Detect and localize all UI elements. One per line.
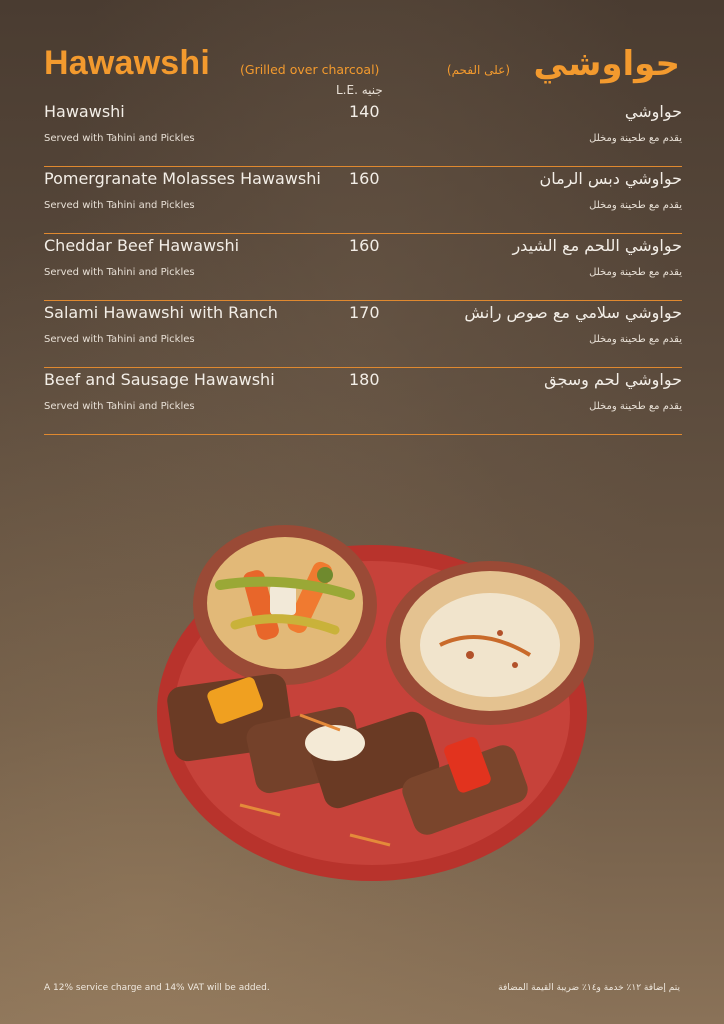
menu-item — [44, 234, 682, 301]
page-subtitle-ar: (على الفحم) — [446, 63, 510, 77]
menu-item — [44, 100, 682, 167]
item-name-en: Hawawshi — [44, 102, 125, 121]
item-name-ar: حواوشي لحم وسجق — [544, 370, 682, 389]
page-title-en: Hawawshi — [44, 44, 210, 82]
item-description-en: Served with Tahini and Pickles — [44, 133, 195, 144]
item-name-en: Cheddar Beef Hawawshi — [44, 236, 240, 255]
item-price: 180 — [349, 370, 380, 389]
hawawshi-plate-image — [150, 515, 595, 895]
item-description-en: Served with Tahini and Pickles — [44, 401, 195, 412]
item-name-en: Salami Hawawshi with Ranch — [44, 303, 278, 322]
item-description-en: Served with Tahini and Pickles — [44, 267, 195, 278]
item-description-en: Served with Tahini and Pickles — [44, 200, 195, 211]
item-description-ar: يقدم مع طحينة ومخلل — [589, 267, 682, 278]
item-price: 170 — [349, 303, 380, 322]
service-charge-note-ar: يتم إضافة ١٢٪ خدمة و١٤٪ ضريبة القيمة المضافة — [498, 983, 680, 993]
item-price: 160 — [349, 169, 380, 188]
menu-item — [44, 167, 682, 234]
item-price: 160 — [349, 236, 380, 255]
item-name-ar: حواوشي دبس الرمان — [539, 169, 682, 188]
item-description-ar: يقدم مع طحينة ومخلل — [589, 401, 682, 412]
tahini-bowl — [386, 561, 594, 725]
service-charge-note-en: A 12% service charge and 14% VAT will be added. — [44, 983, 270, 993]
menu-item — [44, 301, 682, 368]
item-name-en: Pomergranate Molasses Hawawshi — [44, 169, 321, 188]
item-name-ar: حواوشي اللحم مع الشيدر — [512, 236, 682, 255]
item-description-ar: يقدم مع طحينة ومخلل — [589, 200, 682, 211]
item-name-ar: حواوشي — [624, 102, 682, 121]
page-title-ar: حواوشي — [533, 44, 680, 84]
menu-item-list — [44, 100, 682, 435]
item-price: 140 — [349, 102, 380, 121]
currency-label: L.E. جنيه — [336, 83, 383, 97]
item-description-ar: يقدم مع طحينة ومخلل — [589, 133, 682, 144]
item-name-ar: حواوشي سلامي مع صوص رانش — [464, 303, 682, 322]
pickles-bowl — [193, 525, 377, 685]
item-description-en: Served with Tahini and Pickles — [44, 334, 195, 345]
item-description-ar: يقدم مع طحينة ومخلل — [589, 334, 682, 345]
menu-item — [44, 368, 682, 435]
item-name-en: Beef and Sausage Hawawshi — [44, 370, 275, 389]
page-subtitle-en: (Grilled over charcoal) — [240, 62, 380, 77]
